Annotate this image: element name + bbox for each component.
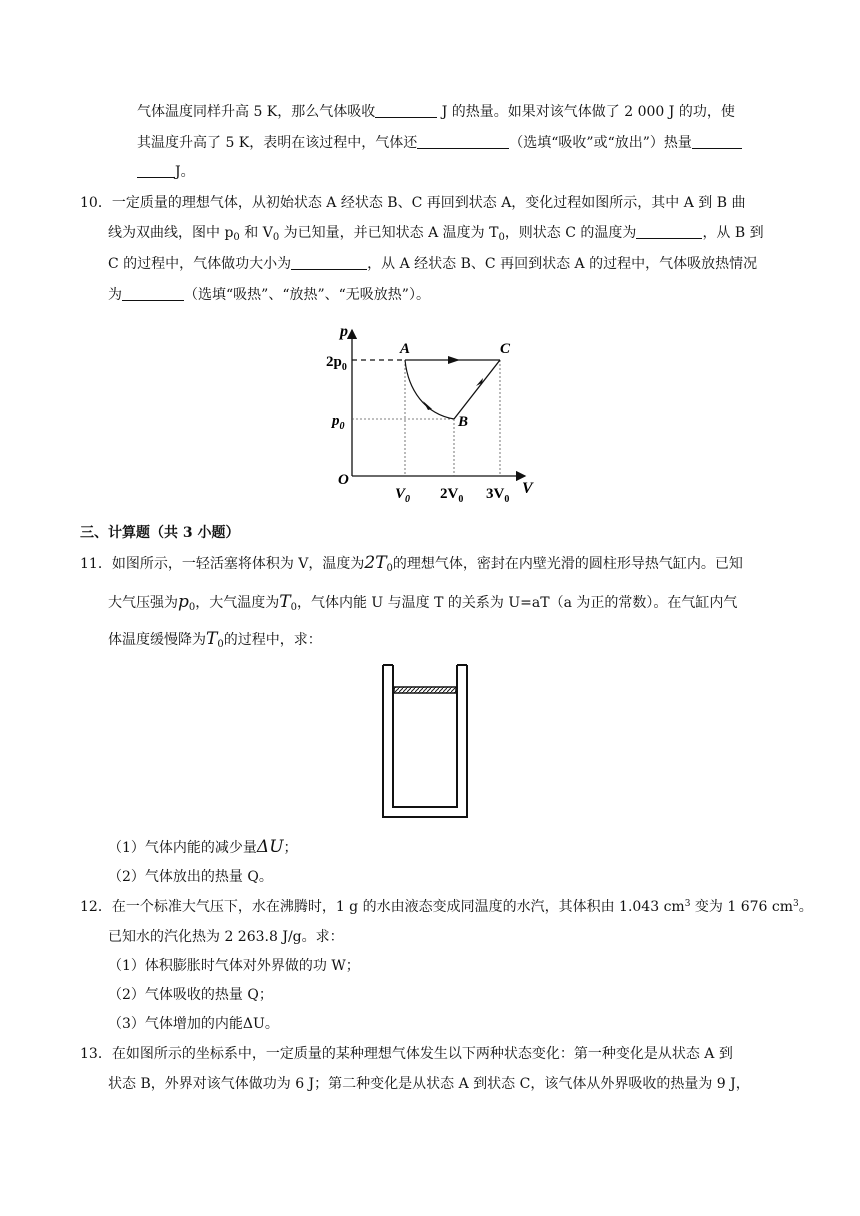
tick-2p0: $2p_0$ bbox=[326, 354, 347, 373]
question-number: 11． bbox=[80, 556, 112, 572]
arrow-a-to-b bbox=[423, 401, 432, 410]
q12-sub2: （2）气体吸收的热量 Q； bbox=[108, 987, 273, 1003]
math-p: p bbox=[178, 592, 189, 612]
tick-3v0: $3V_0$ bbox=[486, 486, 510, 505]
q9-line3 bbox=[137, 163, 195, 181]
q11-line1 bbox=[80, 554, 743, 573]
q12-text: 变为 1 676 cm bbox=[690, 899, 793, 915]
q11-text: 大气压强为 bbox=[108, 595, 178, 611]
q11-line3 bbox=[108, 630, 322, 649]
question-number: 10． bbox=[80, 195, 112, 211]
line-b-to-c bbox=[454, 360, 500, 419]
q9-text: J。 bbox=[175, 164, 195, 180]
math-2t0: 2T bbox=[364, 553, 387, 573]
q13-text: 在如图所示的坐标系中，一定质量的某种理想气体发生以下两种状态变化：第一种变化是从状态 A 到 bbox=[111, 1046, 733, 1062]
subscript: 0 bbox=[188, 602, 196, 613]
q11-text: （1）气体内能的减少量 bbox=[108, 840, 257, 856]
tick-2v0: $2V_0$ bbox=[440, 486, 464, 505]
point-c-label: C bbox=[500, 341, 511, 357]
answer-blank[interactable] bbox=[375, 103, 437, 118]
q10-text: 为 bbox=[108, 287, 122, 303]
q10-text: C 的过程中，气体做功大小为 bbox=[108, 256, 292, 272]
q9-text: （选填“吸收”或“放出”）热量 bbox=[509, 135, 692, 151]
answer-blank[interactable] bbox=[122, 286, 184, 301]
math-delta-u: ΔU bbox=[256, 837, 284, 857]
arrow-c-to-a bbox=[448, 356, 460, 364]
math-t: T bbox=[206, 629, 218, 649]
q10-line3 bbox=[108, 255, 757, 273]
answer-blank[interactable] bbox=[291, 255, 367, 270]
tick-p0: $p_0$ bbox=[332, 413, 345, 432]
answer-blank[interactable] bbox=[137, 163, 175, 178]
p-axis-label: p bbox=[340, 323, 348, 340]
origin-label: O bbox=[338, 472, 349, 488]
subscript: 0 bbox=[272, 232, 280, 243]
q12-text: 在一个标准大气压下，水在沸腾时，1 g 的水由液态变成同温度的水汽，其体积由 1.043 cm bbox=[111, 899, 685, 915]
q9-line1 bbox=[137, 103, 735, 121]
q9-line2 bbox=[137, 134, 742, 152]
q10-text: ，从 B 到 bbox=[702, 225, 764, 241]
q9-text: 其温度升高了 5 K，表明在该过程中，气体还 bbox=[137, 135, 418, 151]
q10-text: 为已知量，并已知状态 A 温度为 T bbox=[279, 225, 499, 241]
q12-line2: 已知水的汽化热为 2 263.8 J/g。求： bbox=[108, 929, 344, 945]
q11-sub2: （2）气体放出的热量 Q。 bbox=[108, 869, 273, 885]
q10-line4 bbox=[108, 286, 430, 304]
q9-text: 气体温度同样升高 5 K，那么气体吸收 bbox=[137, 104, 376, 120]
subscript: 0 bbox=[233, 232, 240, 243]
q11-line2 bbox=[108, 593, 737, 612]
math-t: T bbox=[279, 592, 291, 612]
piston bbox=[394, 687, 456, 693]
q13-line2: 状态 B，外界对该气体做功为 6 J；第二种变化是从状态 A 到状态 C，该气体从外界吸收的热量为 9 J， bbox=[108, 1076, 750, 1092]
q11-text: ，气体内能 U 与温度 T 的关系为 U=aT（a 为正的常数）。在气缸内气 bbox=[296, 595, 738, 611]
q11-text: 如图所示，一轻活塞将体积为 V，温度为 bbox=[111, 556, 365, 572]
q9-text: J 的热量。如果对该气体做了 2 000 J 的功，使 bbox=[437, 104, 735, 120]
q13-line1 bbox=[80, 1045, 733, 1063]
q10-text: ，则状态 C 的温度为 bbox=[504, 225, 637, 241]
q12-text: 。 bbox=[798, 899, 813, 915]
q11-sub1 bbox=[108, 838, 298, 857]
q11-text: 体温度缓慢降为 bbox=[108, 632, 206, 648]
q11-text: ； bbox=[283, 840, 298, 856]
subscript: 0 bbox=[386, 563, 393, 574]
q11-text: ，大气温度为 bbox=[195, 595, 280, 611]
answer-blank[interactable] bbox=[417, 134, 509, 149]
pv-graph bbox=[320, 318, 540, 508]
q10-line2 bbox=[108, 224, 764, 242]
q12-sub3: （3）气体增加的内能ΔU。 bbox=[108, 1016, 279, 1032]
v-axis-label: V bbox=[522, 480, 533, 497]
answer-blank[interactable] bbox=[636, 224, 702, 239]
superscript: 3 bbox=[792, 899, 799, 909]
q10-text: 和 V bbox=[239, 225, 273, 241]
q10-text: 一定质量的理想气体，从初始状态 A 经状态 B、C 再回到状态 A，变化过程如图所示，其中 A 到 B 曲 bbox=[111, 195, 746, 211]
q11-text: 的过程中，求： bbox=[223, 632, 322, 648]
arrow-b-to-c bbox=[476, 378, 483, 386]
question-number: 12． bbox=[80, 899, 112, 915]
q10-text: 线为双曲线，图中 p bbox=[108, 225, 234, 241]
q12-sub1: （1）体积膨胀时气体对外界做的功 W； bbox=[108, 958, 360, 974]
q11-text: 的理想气体，密封在内壁光滑的圆柱形导热气缸内。已知 bbox=[392, 556, 743, 572]
tick-v0: $V_0$ bbox=[395, 486, 411, 505]
q12-line1 bbox=[80, 898, 813, 916]
q10-text: ，从 A 经状态 B、C 再回到状态 A 的过程中，气体吸放热情况 bbox=[367, 256, 758, 272]
q10-text: （选填“吸热”、“放热”、“无吸放热”）。 bbox=[184, 287, 430, 303]
question-number: 13． bbox=[80, 1046, 112, 1062]
superscript: 3 bbox=[684, 899, 691, 909]
subscript: 0 bbox=[217, 639, 224, 650]
answer-blank[interactable] bbox=[692, 134, 742, 149]
curve-a-to-b bbox=[405, 360, 454, 419]
subscript: 0 bbox=[498, 232, 505, 243]
point-b-label: B bbox=[458, 414, 469, 430]
subscript: 0 bbox=[290, 602, 297, 613]
section-title: 三、计算题（共 3 小题） bbox=[80, 525, 240, 541]
point-a-label: A bbox=[400, 341, 411, 357]
cylinder-figure bbox=[375, 660, 475, 822]
q10-line1 bbox=[80, 194, 746, 212]
